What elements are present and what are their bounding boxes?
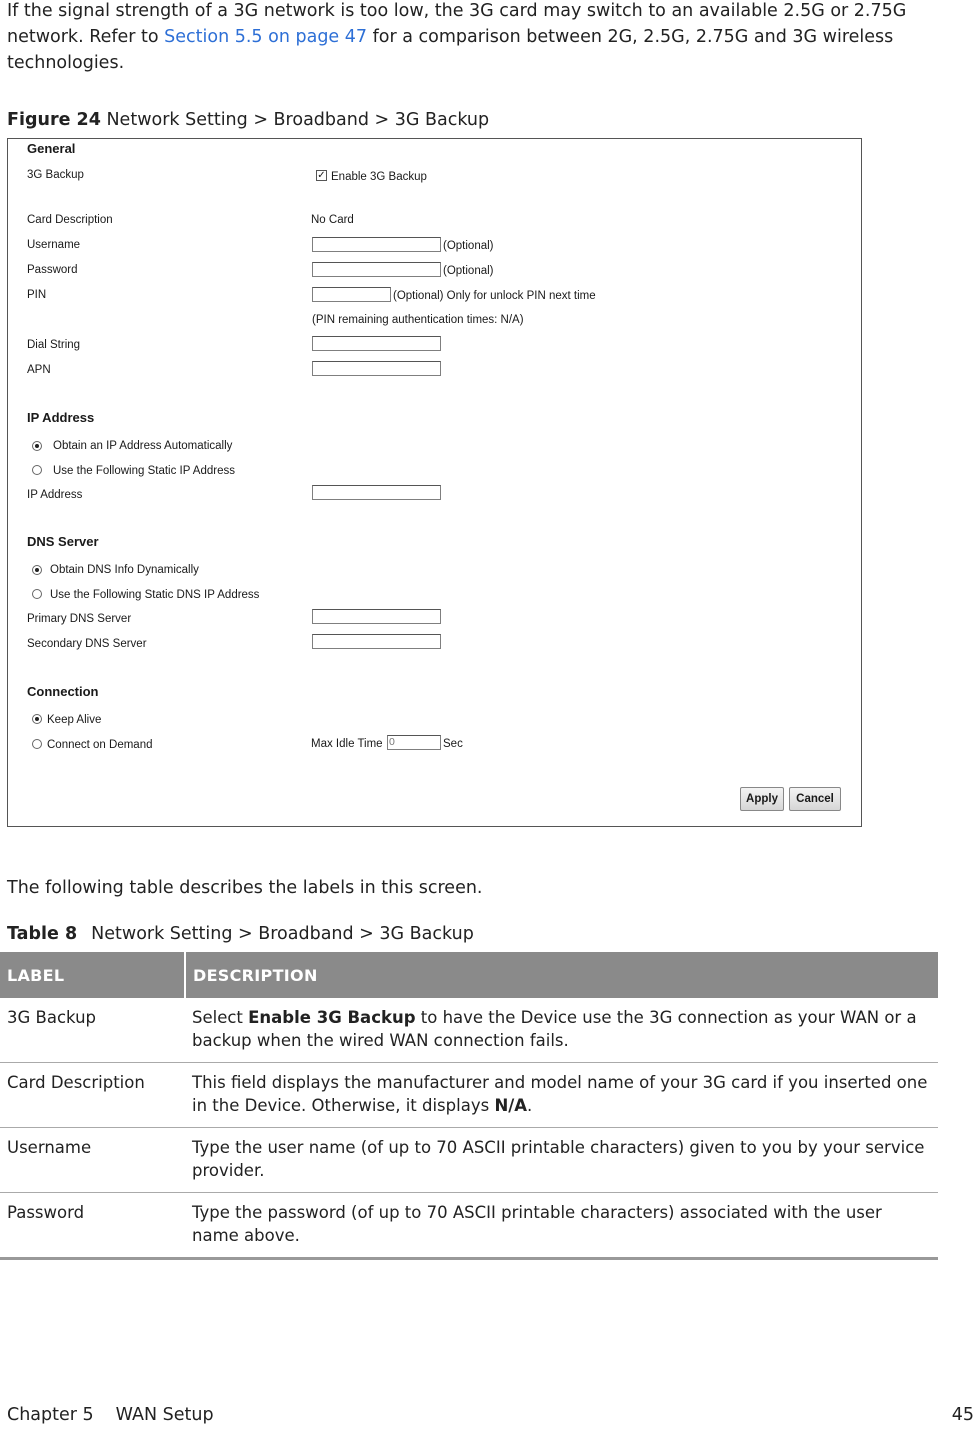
secondary-dns-input[interactable] [312, 634, 441, 649]
primary-dns-input[interactable] [312, 609, 441, 624]
keep-alive-radio[interactable] [32, 714, 42, 724]
header-description: DESCRIPTION [185, 952, 938, 998]
apn-label: APN [27, 364, 51, 376]
ip-label: IP Address [27, 489, 83, 501]
pin-remaining: (PIN remaining authentication times: N/A) [312, 314, 524, 326]
max-idle-unit: Sec [443, 738, 463, 750]
row-description: This field displays the manufacturer and model name of your 3G card if you inserted one in the Device. Otherwise, it displays N/A. [185, 1063, 938, 1128]
dns-static-label: Use the Following Static DNS IP Address [50, 589, 260, 601]
max-idle-label: Max Idle Time [311, 738, 383, 750]
secondary-dns-label: Secondary DNS Server [27, 638, 147, 650]
table-row [0, 1193, 938, 1259]
table-intro: The following table describes the labels in this screen. [7, 878, 483, 898]
row-description: Type the user name (of up to 70 ASCII printable characters) given to you by your service provider. [185, 1128, 938, 1193]
pin-label: PIN [27, 289, 47, 301]
enable-3g-label: Enable 3G Backup [331, 171, 427, 183]
password-input[interactable] [312, 262, 441, 277]
header-label: LABEL [0, 952, 185, 998]
row-description: Type the password (of up to 70 ASCII printable characters) associated with the user name above. [185, 1193, 938, 1259]
ip-auto-radio[interactable] [32, 441, 42, 451]
description-table [0, 952, 938, 1260]
on-demand-label: Connect on Demand [47, 739, 153, 751]
ip-address-heading: IP Address [27, 410, 95, 425]
dial-string-input[interactable] [312, 336, 441, 351]
pin-input[interactable] [312, 287, 391, 302]
figure-caption [7, 110, 489, 130]
card-description-label: Card Description [27, 214, 113, 226]
intro-text-end: for a comparison between 2G, 2.5G, 2.75G and 3G wireless technologies. [7, 27, 894, 73]
dns-dynamic-label: Obtain DNS Info Dynamically [50, 564, 199, 576]
username-label: Username [27, 239, 81, 251]
on-demand-radio[interactable] [32, 739, 42, 749]
backup-label: 3G Backup [27, 169, 84, 181]
screenshot-figure [7, 138, 862, 827]
apply-button[interactable]: Apply [740, 787, 784, 811]
chapter-title: WAN Setup [115, 1405, 214, 1425]
cancel-button[interactable]: Cancel [789, 787, 841, 811]
table-row [0, 1063, 938, 1128]
row-label: 3G Backup [0, 998, 185, 1063]
intro-text: If the signal strength of a 3G network is too low, the 3G card may switch to an available 2.5G or 2.75G network. Refer to [7, 1, 907, 47]
ip-static-label: Use the Following Static IP Address [53, 465, 235, 477]
row-label: Card Description [0, 1063, 185, 1128]
username-optional: (Optional) [443, 240, 494, 252]
dns-static-radio[interactable] [32, 589, 42, 599]
password-optional: (Optional) [443, 265, 494, 277]
figure-title: Network Setting > Broadband > 3G Backup [106, 110, 490, 130]
page-number: 45 [951, 1405, 974, 1425]
apn-input[interactable] [312, 361, 441, 376]
figure-label: Figure 24 [7, 110, 101, 130]
ip-input[interactable] [312, 485, 441, 500]
enable-3g-checkbox[interactable]: ✓ [317, 170, 326, 181]
row-description: Select Enable 3G Backup to have the Device use the 3G connection as your WAN or a backup when the wired WAN connection fails. [185, 998, 938, 1063]
intro-paragraph [7, 0, 957, 76]
dial-string-label: Dial String [27, 339, 81, 351]
dns-heading: DNS Server [27, 534, 99, 549]
row-label: Username [0, 1128, 185, 1193]
keep-alive-label: Keep Alive [47, 714, 102, 726]
max-idle-input[interactable]: 0 [387, 735, 441, 750]
table-title: Network Setting > Broadband > 3G Backup [91, 924, 474, 944]
password-label: Password [27, 264, 78, 276]
table-label: Table 8 [7, 924, 78, 944]
primary-dns-label: Primary DNS Server [27, 613, 132, 625]
ip-auto-label: Obtain an IP Address Automatically [53, 440, 233, 452]
username-input[interactable] [312, 237, 441, 252]
table-row [0, 1128, 938, 1193]
table-row [0, 998, 938, 1063]
section-link[interactable]: Section 5.5 on page 47 [164, 27, 368, 47]
footer-chapter [7, 1405, 214, 1425]
table-caption [7, 924, 474, 944]
pin-note: (Optional) Only for unlock PIN next time [393, 290, 596, 302]
chapter-number: Chapter 5 [7, 1405, 94, 1425]
ip-static-radio[interactable] [32, 465, 42, 475]
connection-heading: Connection [27, 684, 99, 699]
dns-dynamic-radio[interactable] [32, 565, 42, 575]
general-heading: General [27, 141, 76, 156]
row-label: Password [0, 1193, 185, 1259]
card-description-value: No Card [311, 214, 354, 226]
